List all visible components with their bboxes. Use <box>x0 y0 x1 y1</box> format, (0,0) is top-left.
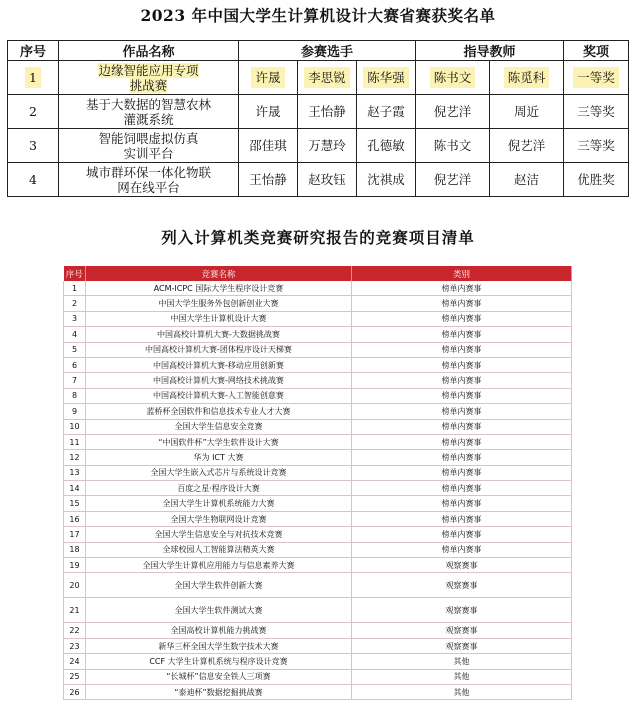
cell-work-name <box>59 61 239 95</box>
comp-name: 全国大学生物联网设计竞赛 <box>86 511 352 526</box>
comp-no: 8 <box>64 388 86 403</box>
header-teachers: 指导教师 <box>416 41 564 61</box>
competition-row <box>64 669 572 684</box>
comp-header-name: 竞赛名称 <box>86 266 352 281</box>
cell-student <box>298 163 357 197</box>
cell-student-text: 沈祺成 <box>367 172 405 187</box>
competition-row <box>64 388 572 403</box>
competition-row <box>64 465 572 480</box>
comp-name: “长城杯”信息安全铁人三项赛 <box>86 669 352 684</box>
cell-student <box>357 129 416 163</box>
cell-award <box>564 129 629 163</box>
competition-row <box>64 481 572 496</box>
cell-student <box>239 163 298 197</box>
comp-no: 16 <box>64 511 86 526</box>
cell-teacher-text: 陈书文 <box>430 67 476 88</box>
comp-category: 观察赛事 <box>352 638 572 653</box>
cell-award <box>564 95 629 129</box>
header-award: 奖项 <box>564 41 629 61</box>
comp-name: CCF 大学生计算机系统与程序设计竞赛 <box>86 654 352 669</box>
cell-no-text: 4 <box>29 172 37 187</box>
cell-teacher <box>490 95 564 129</box>
cell-work-name <box>59 163 239 197</box>
competition-list-title: 列入计算机类竞赛研究报告的竞赛项目清单 <box>161 229 475 247</box>
comp-category: 榜单内赛事 <box>352 404 572 419</box>
comp-category: 观察赛事 <box>352 598 572 623</box>
work-name-line: 挑战赛 <box>129 77 168 93</box>
comp-name: 全国大学生软件创新大赛 <box>86 573 352 598</box>
cell-student-text: 王怡静 <box>249 172 287 187</box>
comp-no: 18 <box>64 542 86 557</box>
comp-no: 3 <box>64 311 86 326</box>
work-name-line: 灌溉系统 <box>123 111 174 127</box>
cell-student-text: 李思锐 <box>304 67 350 88</box>
awards-header-row <box>8 41 629 61</box>
cell-no <box>8 95 59 129</box>
comp-category: 榜单内赛事 <box>352 281 572 296</box>
competition-row <box>64 638 572 653</box>
competition-row <box>64 654 572 669</box>
comp-name: 中国大学生计算机设计大赛 <box>86 311 352 326</box>
competition-row <box>64 419 572 434</box>
work-name-line: 网在线平台 <box>117 179 180 195</box>
awards-row <box>8 95 629 129</box>
cell-teacher-text: 陈书文 <box>433 138 472 153</box>
cell-student <box>298 61 357 95</box>
competition-row <box>64 511 572 526</box>
cell-student-text: 赵玫钰 <box>308 172 346 187</box>
cell-teacher <box>416 129 490 163</box>
competition-row <box>64 434 572 449</box>
comp-no: 17 <box>64 527 86 542</box>
awards-row <box>8 163 629 197</box>
cell-student <box>239 61 298 95</box>
cell-work-name <box>59 129 239 163</box>
cell-award-text: 三等奖 <box>577 104 615 119</box>
competition-row <box>64 527 572 542</box>
competition-row <box>64 296 572 311</box>
competition-row <box>64 598 572 623</box>
comp-name: 全球校园人工智能算法精英大赛 <box>86 542 352 557</box>
comp-category: 观察赛事 <box>352 558 572 573</box>
cell-student-text: 许晟 <box>255 104 281 119</box>
cell-student-text: 赵子霞 <box>367 104 405 119</box>
comp-name: 全国大学生信息安全竞赛 <box>86 419 352 434</box>
competition-row <box>64 558 572 573</box>
comp-name: 中国高校计算机大赛-人工智能创意赛 <box>86 388 352 403</box>
comp-no: 7 <box>64 373 86 388</box>
comp-name: 百度之星·程序设计大赛 <box>86 481 352 496</box>
comp-category: 榜单内赛事 <box>352 481 572 496</box>
cell-no <box>8 129 59 163</box>
competition-row <box>64 684 572 699</box>
comp-category: 榜单内赛事 <box>352 434 572 449</box>
comp-category: 榜单内赛事 <box>352 542 572 557</box>
cell-teacher <box>416 61 490 95</box>
cell-student <box>357 95 416 129</box>
comp-category: 观察赛事 <box>352 623 572 638</box>
header-no: 序号 <box>8 41 59 61</box>
cell-student-text: 孔德敏 <box>367 138 405 153</box>
cell-student-text: 邵佳琪 <box>249 138 287 153</box>
work-name-line: 城市群环保一体化物联 <box>85 164 211 180</box>
competition-table <box>63 266 572 700</box>
cell-teacher-text: 陈觅科 <box>504 67 550 88</box>
comp-category: 榜单内赛事 <box>352 296 572 311</box>
comp-category: 其他 <box>352 684 572 699</box>
competition-row <box>64 281 572 296</box>
comp-name: 中国大学生服务外包创新创业大赛 <box>86 296 352 311</box>
cell-student-text: 万慧玲 <box>308 138 346 153</box>
cell-no-text: 1 <box>25 67 41 88</box>
cell-award-text: 优胜奖 <box>577 172 615 187</box>
comp-no: 6 <box>64 357 86 372</box>
comp-name: “中国软件杯”大学生软件设计大赛 <box>86 434 352 449</box>
cell-no <box>8 61 59 95</box>
comp-name: 新华三杯全国大学生数字技术大赛 <box>86 638 352 653</box>
competition-row <box>64 373 572 388</box>
cell-award <box>564 163 629 197</box>
comp-name: “泰迪杯”数据挖掘挑战赛 <box>86 684 352 699</box>
comp-name: 蓝桥杯全国软件和信息技术专业人才大赛 <box>86 404 352 419</box>
comp-name: 全国大学生计算机系统能力大赛 <box>86 496 352 511</box>
cell-teacher <box>490 129 564 163</box>
comp-name: 中国高校计算机大赛-网络技术挑战赛 <box>86 373 352 388</box>
competition-row <box>64 496 572 511</box>
comp-name: 中国高校计算机大赛-大数据挑战赛 <box>86 327 352 342</box>
comp-no: 9 <box>64 404 86 419</box>
cell-student-text: 许晟 <box>251 67 284 88</box>
comp-category: 榜单内赛事 <box>352 357 572 372</box>
cell-work-name <box>59 95 239 129</box>
awards-table <box>7 40 629 197</box>
cell-teacher-text: 周近 <box>514 104 540 119</box>
comp-no: 22 <box>64 623 86 638</box>
cell-student-text: 王怡静 <box>308 104 346 119</box>
cell-teacher-text: 倪艺洋 <box>507 138 546 153</box>
cell-student <box>298 129 357 163</box>
comp-name: 全国大学生嵌入式芯片与系统设计竞赛 <box>86 465 352 480</box>
comp-category: 榜单内赛事 <box>352 527 572 542</box>
comp-no: 12 <box>64 450 86 465</box>
cell-teacher <box>490 61 564 95</box>
competition-row <box>64 311 572 326</box>
comp-name: 全国大学生信息安全与对抗技术竞赛 <box>86 527 352 542</box>
comp-no: 15 <box>64 496 86 511</box>
competition-row <box>64 542 572 557</box>
comp-no: 1 <box>64 281 86 296</box>
comp-category: 榜单内赛事 <box>352 342 572 357</box>
comp-category: 榜单内赛事 <box>352 327 572 342</box>
comp-header-category: 类别 <box>352 266 572 281</box>
comp-category: 榜单内赛事 <box>352 511 572 526</box>
comp-name: 全国高校计算机能力挑战赛 <box>86 623 352 638</box>
comp-no: 24 <box>64 654 86 669</box>
cell-no-text: 2 <box>29 104 37 119</box>
cell-teacher <box>416 95 490 129</box>
cell-award-text: 一等奖 <box>573 67 619 88</box>
comp-no: 2 <box>64 296 86 311</box>
work-name-line: 边缘智能应用专项 <box>98 62 199 78</box>
cell-no <box>8 163 59 197</box>
competition-row <box>64 450 572 465</box>
work-name-line: 智能饲喂虚拟仿真 <box>98 130 199 146</box>
cell-teacher-text: 赵洁 <box>514 172 540 187</box>
comp-category: 榜单内赛事 <box>352 311 572 326</box>
comp-name: 中国高校计算机大赛-团体程序设计天梯赛 <box>86 342 352 357</box>
comp-category: 观察赛事 <box>352 573 572 598</box>
competition-row <box>64 623 572 638</box>
competition-row <box>64 357 572 372</box>
competition-row <box>64 404 572 419</box>
cell-teacher-text: 倪艺洋 <box>433 104 472 119</box>
cell-student <box>239 129 298 163</box>
comp-name: 全国大学生计算机应用能力与信息素养大赛 <box>86 558 352 573</box>
comp-category: 榜单内赛事 <box>352 373 572 388</box>
comp-no: 10 <box>64 419 86 434</box>
cell-student-text: 陈华强 <box>363 67 409 88</box>
comp-name: 华为 ICT 大赛 <box>86 450 352 465</box>
awards-title: 2023 年中国大学生计算机设计大赛省赛获奖名单 <box>140 6 496 25</box>
comp-header-no: 序号 <box>64 266 86 281</box>
cell-no-text: 3 <box>29 138 37 153</box>
comp-category: 榜单内赛事 <box>352 450 572 465</box>
comp-no: 23 <box>64 638 86 653</box>
comp-no: 20 <box>64 573 86 598</box>
comp-name: ACM-ICPC 国际大学生程序设计竞赛 <box>86 281 352 296</box>
competition-row <box>64 342 572 357</box>
comp-category: 榜单内赛事 <box>352 388 572 403</box>
comp-name: 中国高校计算机大赛-移动应用创新赛 <box>86 357 352 372</box>
competition-row <box>64 327 572 342</box>
comp-no: 14 <box>64 481 86 496</box>
cell-teacher <box>416 163 490 197</box>
comp-name: 全国大学生软件测试大赛 <box>86 598 352 623</box>
cell-student <box>298 95 357 129</box>
comp-category: 榜单内赛事 <box>352 419 572 434</box>
competition-header-row <box>64 266 572 281</box>
comp-no: 19 <box>64 558 86 573</box>
work-name-line: 实训平台 <box>123 145 174 161</box>
comp-category: 其他 <box>352 654 572 669</box>
comp-no: 21 <box>64 598 86 623</box>
comp-no: 11 <box>64 434 86 449</box>
comp-category: 其他 <box>352 669 572 684</box>
awards-row <box>8 129 629 163</box>
competition-row <box>64 573 572 598</box>
cell-student <box>239 95 298 129</box>
header-name: 作品名称 <box>59 41 239 61</box>
header-students: 参赛选手 <box>239 41 416 61</box>
comp-no: 25 <box>64 669 86 684</box>
comp-category: 榜单内赛事 <box>352 496 572 511</box>
cell-award-text: 三等奖 <box>577 138 615 153</box>
cell-student <box>357 61 416 95</box>
cell-student <box>357 163 416 197</box>
cell-teacher <box>490 163 564 197</box>
work-name-line: 基于大数据的智慧农林 <box>85 96 211 112</box>
comp-no: 26 <box>64 684 86 699</box>
comp-no: 4 <box>64 327 86 342</box>
comp-category: 榜单内赛事 <box>352 465 572 480</box>
cell-award <box>564 61 629 95</box>
cell-teacher-text: 倪艺洋 <box>433 172 472 187</box>
comp-no: 13 <box>64 465 86 480</box>
awards-row <box>8 61 629 95</box>
comp-no: 5 <box>64 342 86 357</box>
